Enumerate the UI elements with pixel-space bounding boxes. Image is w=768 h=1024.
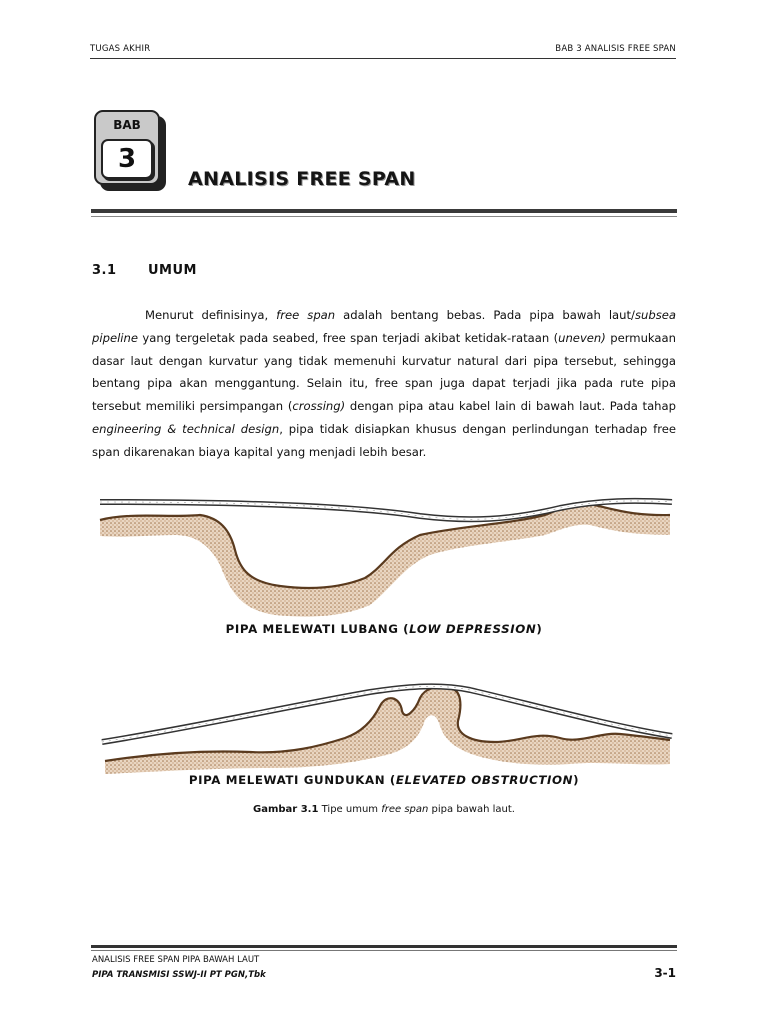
figure-low-depression (90, 490, 680, 620)
header-divider (90, 58, 676, 59)
figure-top-caption: PIPA MELEWATI LUBANG (LOW DEPRESSION) (225, 622, 543, 636)
title-rule-thick (91, 209, 677, 213)
chapter-title: ANALISIS FREE SPAN (188, 168, 416, 190)
chapter-badge (94, 110, 160, 185)
chapter-number: 3 (101, 139, 153, 179)
chapter-badge-label: BAB (113, 118, 141, 132)
figure-caption: Gambar 3.1 Tipe umum free span pipa bawah laut. (253, 804, 515, 815)
body-paragraph: Menurut definisinya, free span adalah bentang bebas. Pada pipa bawah laut/subsea pipeline yang tergeletak pada seabed, free span terjadi akibat ketidak-rataan (uneven) permukaan dasar laut dengan kurvatur yang tidak memenuhi kurvatur natural dari pipa tersebut, sehingga bentang pipa akan menggantung. Selain itu, free span juga dapat terjadi jika pada rute pipa tersebut memiliki persimpangan (crossing) dengan pipa atau kabel lain di bawah laut. Pada tahap engineering & technical design, pipa tidak disiapkan khusus dengan perlindungan terhadap free span dikarenakan biaya kapital yang menjadi lebih besar. (92, 308, 676, 459)
figure-bottom-caption: PIPA MELEWATI GUNDUKAN (ELEVATED OBSTRUCTION) (188, 773, 580, 787)
footer-line-2: PIPA TRANSMISI SSWJ-II PT PGN,Tbk (92, 970, 266, 980)
title-rule-thin (91, 216, 677, 217)
section-title: UMUM (148, 263, 197, 278)
footer-rule-thick (91, 945, 677, 948)
figure-elevated-obstruction (90, 676, 680, 776)
obstruction-soil (105, 687, 670, 774)
footer-line-1: ANALISIS FREE SPAN PIPA BAWAH LAUT (92, 955, 260, 965)
page-number: 3-1 (654, 966, 676, 980)
header-right: BAB 3 ANALISIS FREE SPAN (555, 44, 676, 54)
section-number: 3.1 (92, 263, 117, 278)
footer-rule-thin (91, 950, 677, 951)
section-heading (92, 263, 197, 278)
header-left: TUGAS AKHIR (90, 44, 151, 54)
